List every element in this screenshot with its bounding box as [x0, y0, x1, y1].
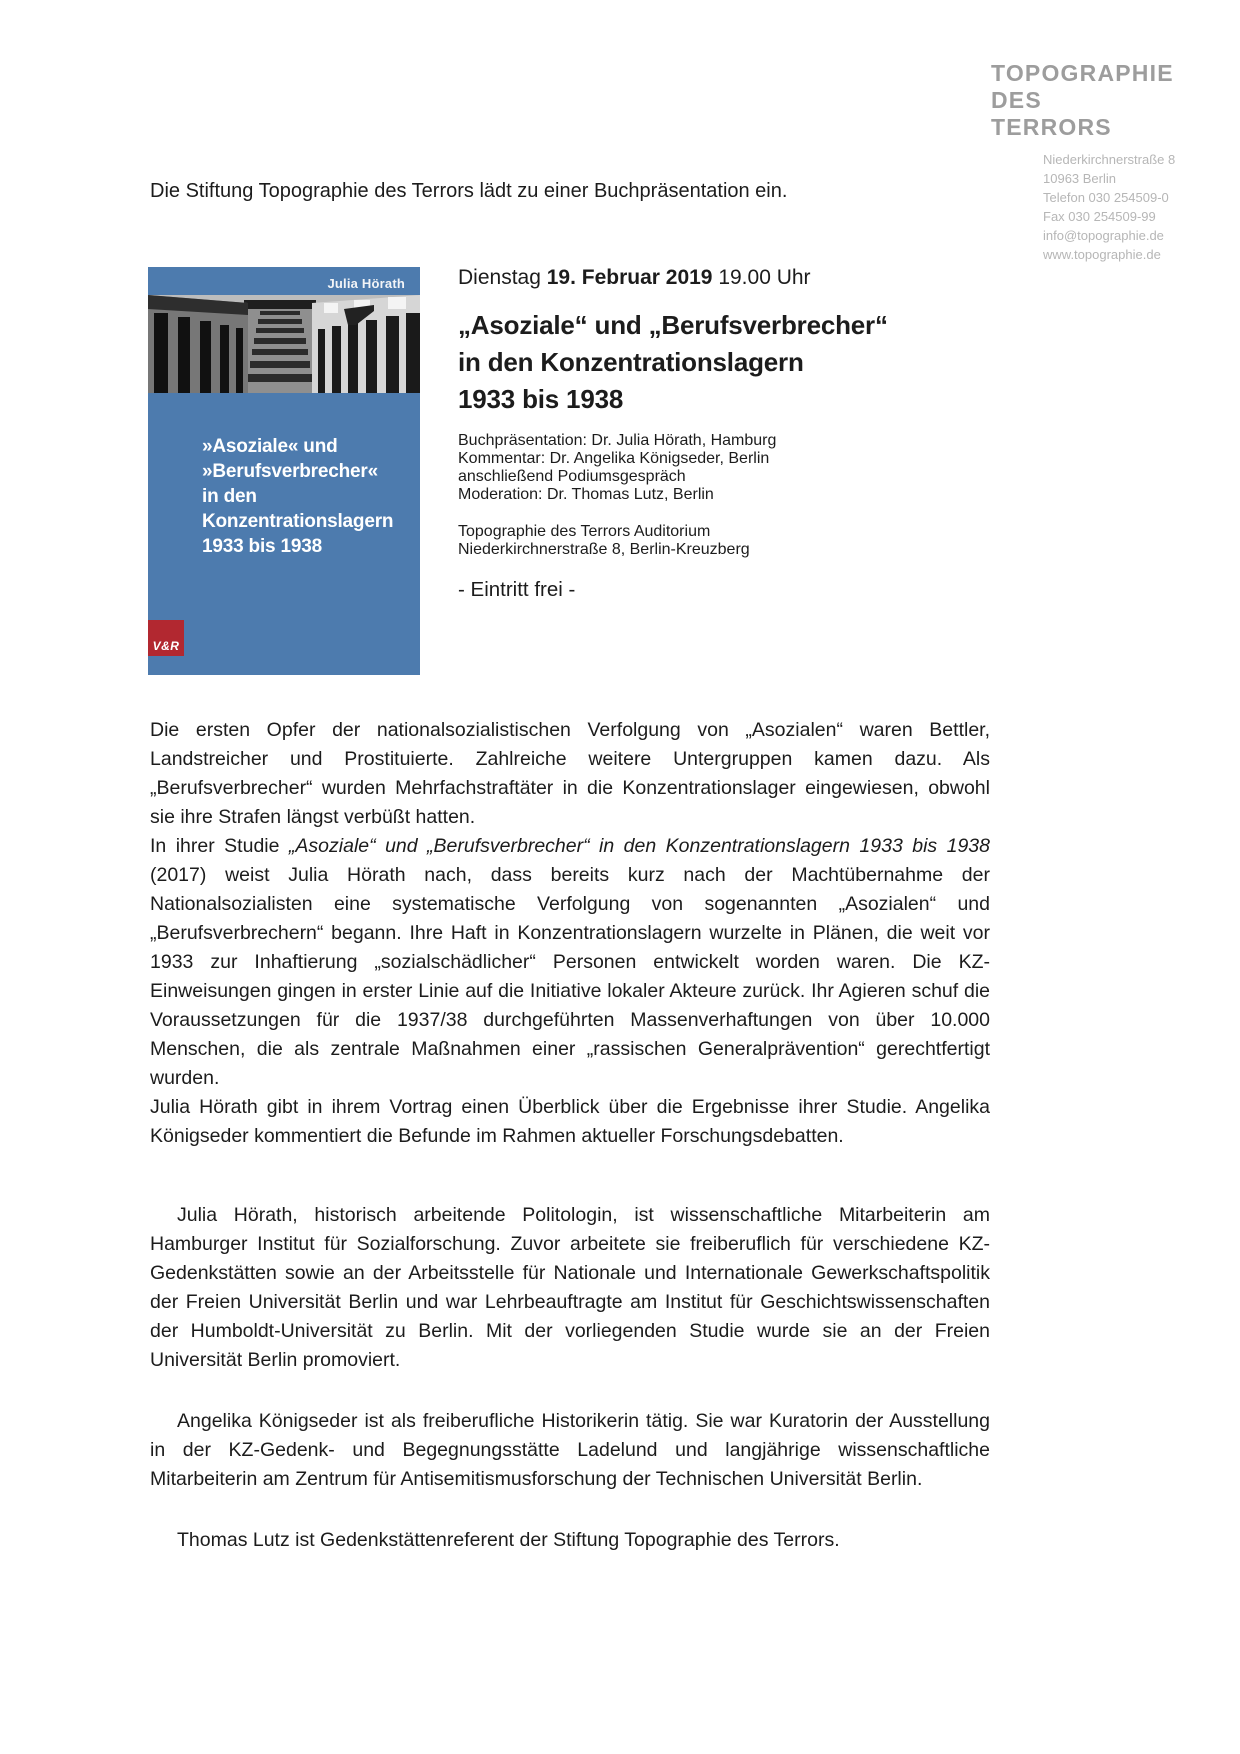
event-panel-note: anschließend Podiumsgespräch: [458, 468, 686, 485]
event-admission: - Eintritt frei -: [458, 578, 576, 601]
book-cover-title-line-1: »Asoziale« und: [202, 436, 338, 457]
book-cover-photo-corridor: [148, 295, 420, 393]
book-cover-title: [202, 434, 412, 559]
logo-line-1: TOPOGRAPHIE: [991, 60, 1174, 86]
body-paragraph-1: Die ersten Opfer der nationalsozialistischen Verfolgung von „Asozialen“ waren Bettler, Landstreicher und Prostituierte. Zahlreiche weitere Untergruppen kamen dazu. Als „Berufsverbrecher“ wurden Mehrfachstraftäter in die Konzentrationslager eingewiesen, obwohl sie ihre Strafen längst verbüßt hatten.: [150, 719, 990, 828]
book-cover-title-line-4: 1933 bis 1938: [202, 536, 322, 557]
event-date-line: [458, 263, 1023, 292]
contact-fax: Fax 030 254509-99: [1043, 209, 1156, 224]
body-paragraph-2: [150, 832, 990, 1093]
bio-thomas-lutz: Thomas Lutz ist Gedenkstättenreferent der Stiftung Topographie des Terrors.: [177, 1529, 840, 1551]
event-title-line-2: in den Konzentrationslagern: [458, 347, 804, 377]
book-cover: [148, 267, 420, 675]
event-venue-name: Topographie des Terrors: [458, 523, 631, 540]
intro-sentence: Die Stiftung Topographie des Terrors lädt zu einer Buchpräsentation ein.: [150, 180, 788, 202]
book-cover-author: Julia Hörath: [327, 276, 405, 291]
event-title-line-3: 1933 bis 1938: [458, 384, 624, 414]
logo-topographie-des-terrors: [991, 60, 1174, 141]
event-day: Dienstag: [458, 266, 547, 289]
contact-email: info@topographie.de: [1043, 228, 1164, 243]
bio-julia-hoerath: Julia Hörath, historisch arbeitende Politologin, ist wissenschaftliche Mitarbeiterin am Hamburger Institut für Sozialforschung. Zuvor arbeitete sie freiberuflich für verschiedene KZ-Gedenkstätten sowie an der Arbeitsstelle für Nationale und Internationale Gewerkschaftspolitik der Freien Universität Berlin und war Lehrbeauftragte am Institut für Geschichtswissenschaften der Humboldt-Universität zu Berlin. Mit der vorliegenden Studie wurde sie an der Freien Universität Berlin promoviert.: [150, 1204, 990, 1371]
body-paragraph-2-post: (2017) weist Julia Hörath nach, dass bereits kurz nach der Machtübernahme der Nationalsozialisten eine systematische Verfolgung von sogenannten „Asozialen“ und „Berufsverbrechern“ begann. Ihre Haft in Konzentrationslagern wurzelte in Plänen, die weit vor 1933 zur Inhaftierung „sozialschädlicher“ Personen entwickelt worden waren. Die KZ-Einweisungen gingen in erster Linie auf die Initiative lokaler Akteure zurück. Ihr Agieren schuf die Voraussetzungen für die 1937/38 durchgeführten Massenverhaftungen von über 10.000 Menschen, die als zentrale Maßnahmen einer „rassischen Generalprävention“ gerechtfertigt wurden.: [150, 864, 990, 1089]
event-details-column: [458, 263, 1023, 604]
event-title: [458, 307, 1023, 418]
event-date: 19. Februar 2019: [546, 266, 713, 289]
logo-line-2: DES: [991, 87, 1042, 113]
body-paragraph-2-book-title: „Asoziale“ und „Berufsverbrecher“ in den Konzentrationslagern 1933 bis 1938: [288, 835, 990, 857]
publisher-vr-logo: [148, 620, 184, 656]
contact-phone: Telefon 030 254509-0: [1043, 190, 1169, 205]
book-cover-title-line-2: »Berufsverbrecher«: [202, 461, 378, 482]
event-venue-line-1: [458, 523, 1023, 541]
body-paragraph-3: Julia Hörath gibt in ihrem Vortrag einen Überblick über die Ergebnisse ihrer Studie. Angelika Königseder kommentiert die Befunde im Rahmen aktueller Forschungsdebatten.: [150, 1096, 990, 1147]
event-title-line-1: „Asoziale“ und „Berufsverbrecher“: [458, 310, 888, 340]
book-cover-title-line-3: in den Konzentrationslagern: [202, 486, 394, 532]
event-time: 19.00 Uhr: [712, 266, 811, 289]
bio-angelika-koenigseder: Angelika Königseder ist als freiberufliche Historikerin tätig. Sie war Kuratorin der Ausstellung in der KZ-Gedenk- und Begegnungsstätte Ladelund und langjährige wissenschaftliche Mitarbeiterin am Zentrum für Antisemitismusforschung der Technischen Universität Berlin.: [150, 1410, 990, 1490]
contact-street: Niederkirchnerstraße 8: [1043, 152, 1176, 167]
event-moderation: Moderation: Dr. Thomas Lutz, Berlin: [458, 486, 714, 503]
event-venue-room: Auditorium: [630, 523, 711, 540]
publisher-vr-logo-text: V&R: [152, 639, 180, 653]
contact-city: 10963 Berlin: [1043, 171, 1116, 186]
body-paragraph-2-pre: In ihrer Studie: [150, 835, 289, 857]
body-text: [150, 716, 990, 1555]
event-speaker-comment: Kommentar: Dr. Angelika Königseder, Berlin: [458, 450, 770, 467]
contact-block: [1043, 150, 1175, 264]
contact-website: www.topographie.de: [1043, 247, 1161, 262]
event-venue-address: Niederkirchnerstraße 8, Berlin-Kreuzberg: [458, 541, 750, 558]
event-speaker-presentation: Buchpräsentation: Dr. Julia Hörath, Hamburg: [458, 432, 777, 449]
logo-line-3: TERRORS: [991, 114, 1112, 140]
